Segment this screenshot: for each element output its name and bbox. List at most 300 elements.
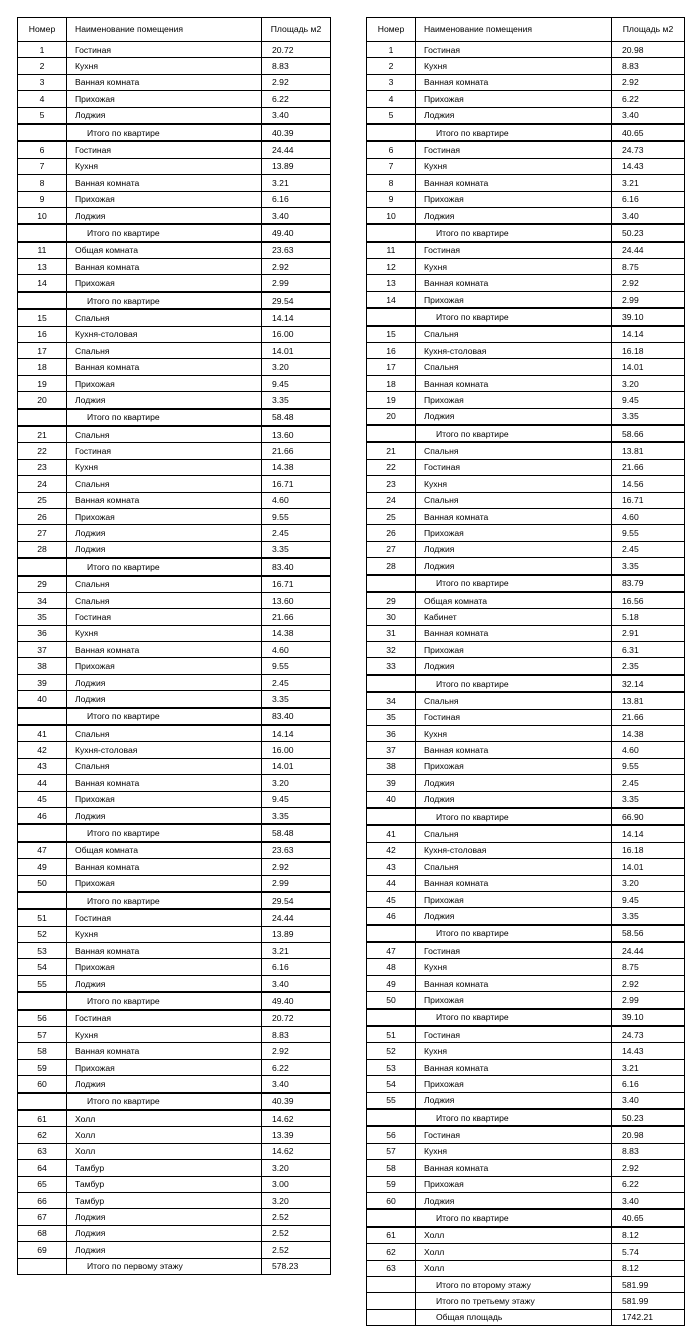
room-name-cell: Общая комната: [67, 242, 262, 259]
room-number-cell: [367, 925, 416, 942]
subtotal-row: [367, 1109, 685, 1126]
room-number-cell: 12: [367, 259, 416, 275]
room-number-cell: 46: [18, 807, 67, 824]
room-name-cell: Лоджия: [416, 908, 612, 925]
room-number-cell: 20: [18, 392, 67, 409]
room-number-cell: 54: [18, 959, 67, 975]
area-cell: 20.72: [262, 42, 331, 58]
subtotal-row: [18, 558, 331, 575]
table-row: [18, 1043, 331, 1059]
area-cell: 4.60: [612, 508, 685, 524]
area-cell: 58.66: [612, 425, 685, 442]
table-row: [367, 942, 685, 959]
room-number-cell: 62: [18, 1127, 67, 1143]
table-row: [367, 1143, 685, 1159]
room-name-cell: Ванная комната: [416, 1059, 612, 1075]
table-row: [18, 359, 331, 375]
area-cell: 3.00: [262, 1176, 331, 1192]
subtotal-row: [18, 224, 331, 241]
room-name-cell: Кухня-столовая: [416, 343, 612, 359]
total-row: [367, 1309, 685, 1325]
subtotal-row: [18, 292, 331, 309]
room-name-cell: Общая комната: [67, 842, 262, 859]
room-name-cell: Итого по квартире: [416, 808, 612, 825]
room-name-cell: Гостиная: [67, 42, 262, 58]
area-cell: 2.45: [262, 674, 331, 690]
subtotal-row: [367, 1209, 685, 1226]
room-number-cell: 51: [367, 1026, 416, 1043]
room-number-cell: 16: [18, 326, 67, 342]
room-number-cell: [18, 1093, 67, 1110]
room-name-cell: Гостиная: [416, 1026, 612, 1043]
area-cell: 2.45: [262, 525, 331, 541]
room-number-cell: 56: [18, 1010, 67, 1027]
room-name-cell: Итого по квартире: [67, 558, 262, 575]
room-number-cell: 34: [18, 592, 67, 608]
area-cell: 3.35: [612, 791, 685, 808]
table-row: [367, 1059, 685, 1075]
table-row: [367, 558, 685, 575]
room-number-cell: 39: [367, 775, 416, 791]
table-row: [18, 725, 331, 742]
header-number: Номер: [367, 18, 416, 42]
room-name-cell: Гостиная: [416, 709, 612, 725]
subtotal-row: [18, 409, 331, 426]
room-name-cell: Итого по квартире: [416, 1209, 612, 1226]
header-room-name: Наименование помещения: [67, 18, 262, 42]
table-row: [18, 42, 331, 58]
room-name-cell: Кухня-столовая: [67, 742, 262, 758]
room-number-cell: 25: [18, 492, 67, 508]
table-row: [367, 191, 685, 207]
room-number-cell: 22: [18, 443, 67, 459]
room-number-cell: 58: [367, 1160, 416, 1176]
room-number-cell: 68: [18, 1225, 67, 1241]
room-name-cell: Спальня: [416, 859, 612, 875]
room-name-cell: Итого по квартире: [67, 892, 262, 909]
area-cell: 3.40: [262, 975, 331, 992]
area-cell: 20.98: [612, 42, 685, 58]
table-row: [18, 259, 331, 275]
table-row: [18, 1192, 331, 1208]
table-row: [367, 825, 685, 842]
room-name-cell: Лоджия: [67, 674, 262, 690]
total-row: [367, 1293, 685, 1309]
table-row: [367, 791, 685, 808]
room-name-cell: Тамбур: [67, 1192, 262, 1208]
table-row: [367, 42, 685, 58]
room-name-cell: Лоджия: [67, 1225, 262, 1241]
table-row: [367, 492, 685, 508]
room-name-cell: Гостиная: [416, 141, 612, 158]
room-number-cell: 43: [367, 859, 416, 875]
table-row: [18, 1127, 331, 1143]
table-row: [18, 875, 331, 892]
subtotal-row: [367, 575, 685, 592]
room-number-cell: 3: [367, 74, 416, 90]
subtotal-row: [18, 1093, 331, 1110]
room-number-cell: 35: [18, 609, 67, 625]
area-cell: 6.31: [612, 642, 685, 658]
room-name-cell: Прихожая: [67, 375, 262, 391]
room-number-cell: [18, 824, 67, 841]
room-number-cell: 41: [18, 725, 67, 742]
room-name-cell: Спальня: [67, 725, 262, 742]
room-number-cell: [18, 558, 67, 575]
table-row: [367, 709, 685, 725]
table-row: [367, 1026, 685, 1043]
table-row: [18, 392, 331, 409]
room-name-cell: Спальня: [67, 476, 262, 492]
table-row: [367, 908, 685, 925]
area-cell: 8.83: [612, 1143, 685, 1159]
room-number-cell: 37: [18, 642, 67, 658]
room-name-cell: Прихожая: [67, 275, 262, 292]
room-number-cell: 17: [367, 359, 416, 375]
table-row: [18, 91, 331, 107]
area-cell: 14.43: [612, 158, 685, 174]
room-number-cell: 44: [18, 775, 67, 791]
area-cell: 14.01: [262, 343, 331, 359]
area-cell: 14.01: [612, 359, 685, 375]
area-cell: 581.99: [612, 1276, 685, 1292]
room-number-cell: 67: [18, 1209, 67, 1225]
area-cell: 3.21: [262, 943, 331, 959]
area-cell: 2.92: [612, 1160, 685, 1176]
total-row: [367, 1276, 685, 1292]
room-name-cell: Лоджия: [416, 1092, 612, 1109]
room-name-cell: Итого по первому этажу: [67, 1258, 262, 1274]
area-cell: 581.99: [612, 1293, 685, 1309]
area-cell: 3.35: [262, 541, 331, 558]
room-name-cell: Кухня: [416, 1043, 612, 1059]
area-cell: 40.39: [262, 1093, 331, 1110]
room-name-cell: Прихожая: [67, 875, 262, 892]
table-row: [18, 58, 331, 74]
area-cell: 40.65: [612, 1209, 685, 1226]
table-row: [367, 1244, 685, 1260]
room-name-cell: Гостиная: [67, 909, 262, 926]
area-cell: 6.16: [262, 959, 331, 975]
area-cell: 2.35: [612, 658, 685, 675]
area-cell: 3.40: [612, 1192, 685, 1209]
room-name-cell: Прихожая: [416, 191, 612, 207]
table-row: [367, 625, 685, 641]
room-name-cell: Прихожая: [416, 1176, 612, 1192]
room-number-cell: 19: [18, 375, 67, 391]
table-row: [18, 576, 331, 593]
room-number-cell: 53: [18, 943, 67, 959]
table-row: [18, 742, 331, 758]
table-row: [18, 1143, 331, 1159]
room-name-cell: Прихожая: [416, 642, 612, 658]
table-row: [18, 959, 331, 975]
area-cell: 2.99: [612, 291, 685, 308]
room-name-cell: Гостиная: [67, 141, 262, 158]
room-number-cell: 9: [18, 191, 67, 207]
table-row: [18, 943, 331, 959]
room-name-cell: Кухня: [416, 259, 612, 275]
room-name-cell: Кухня: [67, 625, 262, 641]
area-cell: 14.43: [612, 1043, 685, 1059]
area-cell: 3.20: [262, 359, 331, 375]
room-area-table-right: [366, 17, 685, 1326]
area-cell: 24.73: [612, 1026, 685, 1043]
room-name-cell: Лоджия: [416, 541, 612, 557]
room-name-cell: Спальня: [416, 326, 612, 343]
room-name-cell: Холл: [416, 1260, 612, 1276]
room-number-cell: 40: [367, 791, 416, 808]
table-row: [367, 1043, 685, 1059]
room-name-cell: Кухня: [67, 459, 262, 475]
room-name-cell: Холл: [67, 1127, 262, 1143]
room-name-cell: Ванная комната: [67, 175, 262, 191]
area-cell: 14.01: [262, 758, 331, 774]
table-body-left: [18, 42, 331, 1275]
room-name-cell: Холл: [67, 1143, 262, 1159]
area-cell: 24.44: [262, 141, 331, 158]
room-number-cell: [18, 292, 67, 309]
total-row: [18, 1258, 331, 1274]
room-number-cell: 48: [367, 959, 416, 975]
room-name-cell: Прихожая: [416, 992, 612, 1009]
table-row: [18, 1010, 331, 1027]
table-row: [18, 191, 331, 207]
room-number-cell: [367, 1309, 416, 1325]
area-cell: 3.20: [262, 1192, 331, 1208]
area-cell: 2.99: [262, 875, 331, 892]
area-cell: 3.21: [612, 1059, 685, 1075]
room-number-cell: 61: [18, 1110, 67, 1127]
room-number-cell: 59: [367, 1176, 416, 1192]
table-row: [367, 742, 685, 758]
room-number-cell: 27: [367, 541, 416, 557]
area-cell: 24.44: [612, 242, 685, 259]
room-number-cell: [367, 1109, 416, 1126]
table-row: [18, 107, 331, 124]
room-number-cell: 29: [18, 576, 67, 593]
room-number-cell: 62: [367, 1244, 416, 1260]
room-number-cell: 1: [367, 42, 416, 58]
room-number-cell: [18, 892, 67, 909]
area-cell: 21.66: [262, 443, 331, 459]
room-number-cell: 8: [18, 175, 67, 191]
room-name-cell: Лоджия: [67, 1209, 262, 1225]
table-row: [18, 1110, 331, 1127]
area-cell: 39.10: [612, 1009, 685, 1026]
room-name-cell: Лоджия: [416, 775, 612, 791]
area-cell: 14.01: [612, 859, 685, 875]
table-row: [18, 1242, 331, 1258]
room-number-cell: 26: [18, 508, 67, 524]
room-number-cell: 8: [367, 175, 416, 191]
room-number-cell: [367, 224, 416, 241]
room-name-cell: Прихожая: [416, 758, 612, 774]
room-number-cell: 63: [18, 1143, 67, 1159]
table-row: [18, 459, 331, 475]
room-number-cell: 16: [367, 343, 416, 359]
area-cell: 2.92: [262, 859, 331, 875]
area-cell: 4.60: [262, 492, 331, 508]
room-name-cell: Кабинет: [416, 609, 612, 625]
room-number-cell: 30: [367, 609, 416, 625]
area-cell: 3.20: [612, 375, 685, 391]
subtotal-row: [18, 824, 331, 841]
area-cell: 66.90: [612, 808, 685, 825]
room-number-cell: 35: [367, 709, 416, 725]
room-number-cell: 34: [367, 692, 416, 709]
table-row: [367, 959, 685, 975]
room-name-cell: Лоджия: [416, 207, 612, 224]
area-cell: 50.23: [612, 1109, 685, 1126]
table-row: [18, 492, 331, 508]
room-name-cell: Спальня: [67, 343, 262, 359]
room-number-cell: 15: [18, 309, 67, 326]
table-row: [367, 859, 685, 875]
room-number-cell: 38: [18, 658, 67, 674]
table-row: [367, 58, 685, 74]
area-cell: 24.73: [612, 141, 685, 158]
table-row: [367, 758, 685, 774]
area-cell: 3.40: [612, 107, 685, 124]
area-cell: 9.45: [262, 375, 331, 391]
room-number-cell: 13: [18, 259, 67, 275]
area-cell: 2.91: [612, 625, 685, 641]
area-cell: 578.23: [262, 1258, 331, 1274]
area-cell: 14.38: [262, 459, 331, 475]
room-name-cell: Итого по квартире: [416, 1109, 612, 1126]
room-number-cell: 49: [367, 975, 416, 991]
area-cell: 2.99: [262, 275, 331, 292]
area-cell: 3.35: [612, 558, 685, 575]
table-row: [18, 775, 331, 791]
table-row: [367, 259, 685, 275]
area-cell: 14.62: [262, 1110, 331, 1127]
table-row: [367, 242, 685, 259]
table-row: [367, 408, 685, 425]
room-number-cell: 4: [18, 91, 67, 107]
room-name-cell: Ванная комната: [416, 625, 612, 641]
room-name-cell: Итого по квартире: [416, 1009, 612, 1026]
room-name-cell: Холл: [416, 1244, 612, 1260]
room-name-cell: Ванная комната: [67, 642, 262, 658]
area-cell: 3.35: [262, 807, 331, 824]
room-name-cell: Ванная комната: [416, 508, 612, 524]
room-name-cell: Итого по третьему этажу: [416, 1293, 612, 1309]
table-row: [18, 926, 331, 942]
room-number-cell: 28: [18, 541, 67, 558]
table-row: [18, 309, 331, 326]
room-name-cell: Итого по квартире: [67, 224, 262, 241]
table-row: [367, 992, 685, 1009]
area-cell: 83.79: [612, 575, 685, 592]
table-row: [367, 107, 685, 124]
room-name-cell: Кухня: [67, 58, 262, 74]
room-name-cell: Гостиная: [416, 942, 612, 959]
room-number-cell: 49: [18, 859, 67, 875]
table-row: [18, 508, 331, 524]
room-number-cell: 52: [18, 926, 67, 942]
room-name-cell: Итого по квартире: [416, 675, 612, 692]
area-cell: 13.39: [262, 1127, 331, 1143]
room-name-cell: Спальня: [416, 492, 612, 508]
area-cell: 8.75: [612, 259, 685, 275]
room-number-cell: [18, 409, 67, 426]
subtotal-row: [367, 425, 685, 442]
area-cell: 16.71: [262, 476, 331, 492]
area-cell: 21.66: [262, 609, 331, 625]
area-cell: 2.52: [262, 1242, 331, 1258]
area-cell: 6.22: [262, 91, 331, 107]
room-number-cell: [367, 1009, 416, 1026]
room-name-cell: Ванная комната: [416, 875, 612, 891]
room-number-cell: 47: [367, 942, 416, 959]
table-row: [18, 1176, 331, 1192]
area-cell: 2.45: [612, 775, 685, 791]
table-row: [18, 909, 331, 926]
subtotal-row: [367, 1009, 685, 1026]
table-row: [367, 1227, 685, 1244]
room-number-cell: 61: [367, 1227, 416, 1244]
area-cell: 24.44: [262, 909, 331, 926]
area-cell: 14.38: [612, 726, 685, 742]
room-number-cell: 21: [18, 426, 67, 443]
room-number-cell: 13: [367, 275, 416, 291]
area-cell: 20.72: [262, 1010, 331, 1027]
room-number-cell: 53: [367, 1059, 416, 1075]
room-number-cell: 23: [18, 459, 67, 475]
room-name-cell: Гостиная: [416, 242, 612, 259]
room-number-cell: 6: [367, 141, 416, 158]
room-name-cell: Ванная комната: [416, 175, 612, 191]
room-name-cell: Лоджия: [67, 541, 262, 558]
table-row: [367, 726, 685, 742]
subtotal-row: [18, 708, 331, 725]
area-cell: 1742.21: [612, 1309, 685, 1325]
table-row: [367, 1092, 685, 1109]
room-name-cell: Кухня: [67, 1027, 262, 1043]
room-name-cell: Прихожая: [416, 291, 612, 308]
area-cell: 2.92: [262, 74, 331, 90]
room-name-cell: Ванная комната: [67, 359, 262, 375]
area-cell: 4.60: [262, 642, 331, 658]
room-number-cell: 11: [18, 242, 67, 259]
room-number-cell: 26: [367, 525, 416, 541]
table-row: [367, 975, 685, 991]
room-number-cell: 19: [367, 392, 416, 408]
area-cell: 14.14: [262, 725, 331, 742]
area-cell: 9.55: [612, 758, 685, 774]
room-name-cell: Кухня: [416, 158, 612, 174]
room-number-cell: 20: [367, 408, 416, 425]
room-name-cell: Кухня: [416, 959, 612, 975]
room-name-cell: Кухня: [416, 58, 612, 74]
table-row: [367, 359, 685, 375]
area-cell: 49.40: [262, 224, 331, 241]
header-area: Площадь м2: [262, 18, 331, 42]
room-number-cell: 57: [367, 1143, 416, 1159]
room-name-cell: Прихожая: [416, 1076, 612, 1092]
room-name-cell: Гостиная: [416, 42, 612, 58]
header-room-name: Наименование помещения: [416, 18, 612, 42]
table-row: [367, 326, 685, 343]
table-row: [18, 525, 331, 541]
area-cell: 13.81: [612, 692, 685, 709]
room-name-cell: Кухня: [67, 158, 262, 174]
area-cell: 16.00: [262, 742, 331, 758]
room-name-cell: Кухня: [416, 1143, 612, 1159]
room-number-cell: [367, 308, 416, 325]
